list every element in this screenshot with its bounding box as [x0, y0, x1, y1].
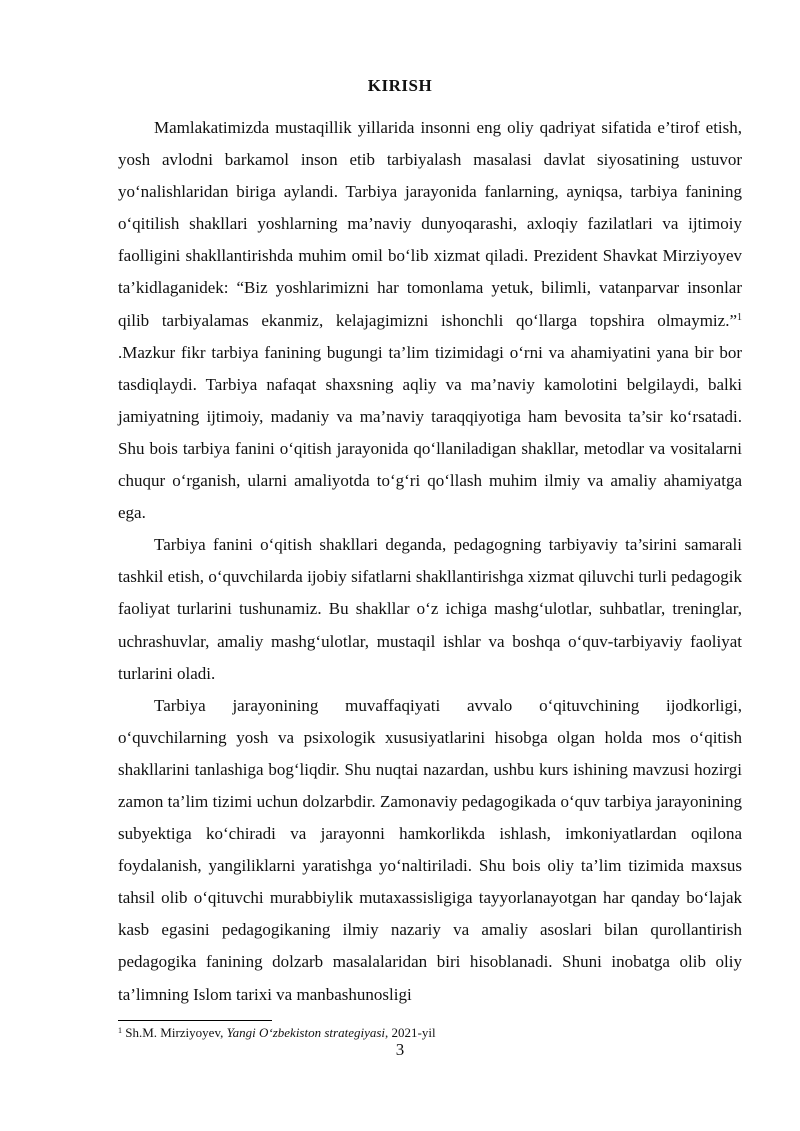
page-number: 3 [395, 1040, 405, 1059]
footnote-title: Yangi O‘zbekiston strategiyasi [226, 1025, 386, 1040]
paragraph-1-continued: .Mazkur fikr tarbiya fanining bugungi ta’lim tizimidagi o‘rni va ahamiyatini yana bir bor tasdiqlaydi. Tarbiya nafaqat shaxsning aqliy va ma’naviy kamolotini belgilaydi, balki jamiyatning ijtimoiy, madaniy va ma’naviy taraqqiyotiga ham bevosita ta’sir ko‘rsatadi. Shu bois tarbiya fanini o‘qitish jarayonida qo‘llaniladigan shakllar, metodlar va vositalarni chuqur o‘rganish, ularni amaliyotda to‘g‘ri qo‘llash muhim ilmiy va amaliy ahamiyatga ega. [118, 342, 742, 523]
footnote-separator [118, 1020, 272, 1021]
footnote-reference[interactable]: 1 [737, 311, 742, 323]
paragraph-1-text: Mamlakatimizda mustaqillik yillarida insonni eng oliy qadriyat sifatida e’tirof etish, yosh avlodni barkamol inson etib tarbiyalash masalasi davlat siyosatining ustuvor yo‘nalishlaridan biriga aylandi. Tarbiya jarayonida fanlarning, ayniqsa, tarbiya fanining o‘qitilish shakllari yoshlarning ma’naviy dunyoqarashi, axloqiy fazilatlari va ijtimoiy faolligini shakllantirishda muhim omil bo‘lib xizmat qiladi. Prezident Shavkat Mirziyoyev ta’kidlaganidek: “Biz yoshlarimizni har tomonlama yetuk, bilimli, vatanparvar insonlar qilib tarbiyalamas ekanmiz, kelajagimizni ishonchli qo‘llarga topshira olmaymiz.” [118, 118, 742, 330]
footnote-year: , 2021-yil [385, 1025, 436, 1040]
paragraph-3: Tarbiya jarayonining muvaffaqiyati avvalo o‘qituvchining ijodkorligi, o‘quvchilarning yosh va psixologik xususiyatlarini hisobga olgan holda mos o‘qitish shakllarini tanlashiga bog‘liqdir. Shu nuqtai nazardan, ushbu kurs ishining mavzusi hozirgi zamon ta’lim tizimi uchun dolzarbdir. Zamonaviy pedagogikada o‘quv tarbiya jarayonining subyektiga ko‘chiradi va jarayonni hamkorlikda ishlash, imkoniyatlardan oqilona foydalanish, yangiliklarni yaratishga yo‘naltiriladi. Shu bois oliy ta’lim tizimida maxsus tahsil olib o‘qituvchi murabbiylik mutaxassisligiga tayyorlanayotgan har qanday bo‘lajak kasb egasini pedagogikaning ilmiy nazariy va amaliy asoslari bilan qurollantirish pedagogika fanining dolzarb masalalaridan biri hisoblanadi. Shuni inobatga olib oliy ta’limning Islom tarixi va manbashunosligi [118, 695, 742, 1004]
paragraph-2: Tarbiya fanini o‘qitish shakllari deganda, pedagogning tarbiyaviy ta’sirini samarali tashkil etish, o‘quvchilarda ijobiy sifatlarni shakllantirishga xizmat qiluvchi turli pedagogik faoliyat turlarini tushunamiz. Bu shakllar o‘z ichiga mashg‘ulotlar, suhbatlar, treninglar, uchrashuvlar, amaliy mashg‘ulotlar, mustaqil ishlar va boshqa o‘quv-tarbiyaviy faoliyat turlarini oladi. [118, 535, 742, 683]
section-heading: KIRISH [367, 76, 433, 95]
footnote [118, 1025, 436, 1041]
paragraph-1 [118, 112, 742, 529]
body-text [118, 112, 742, 1011]
footnote-author: Sh.M. Mirziyoyev, [122, 1025, 227, 1040]
footnote-marker: 1 [118, 1026, 122, 1035]
